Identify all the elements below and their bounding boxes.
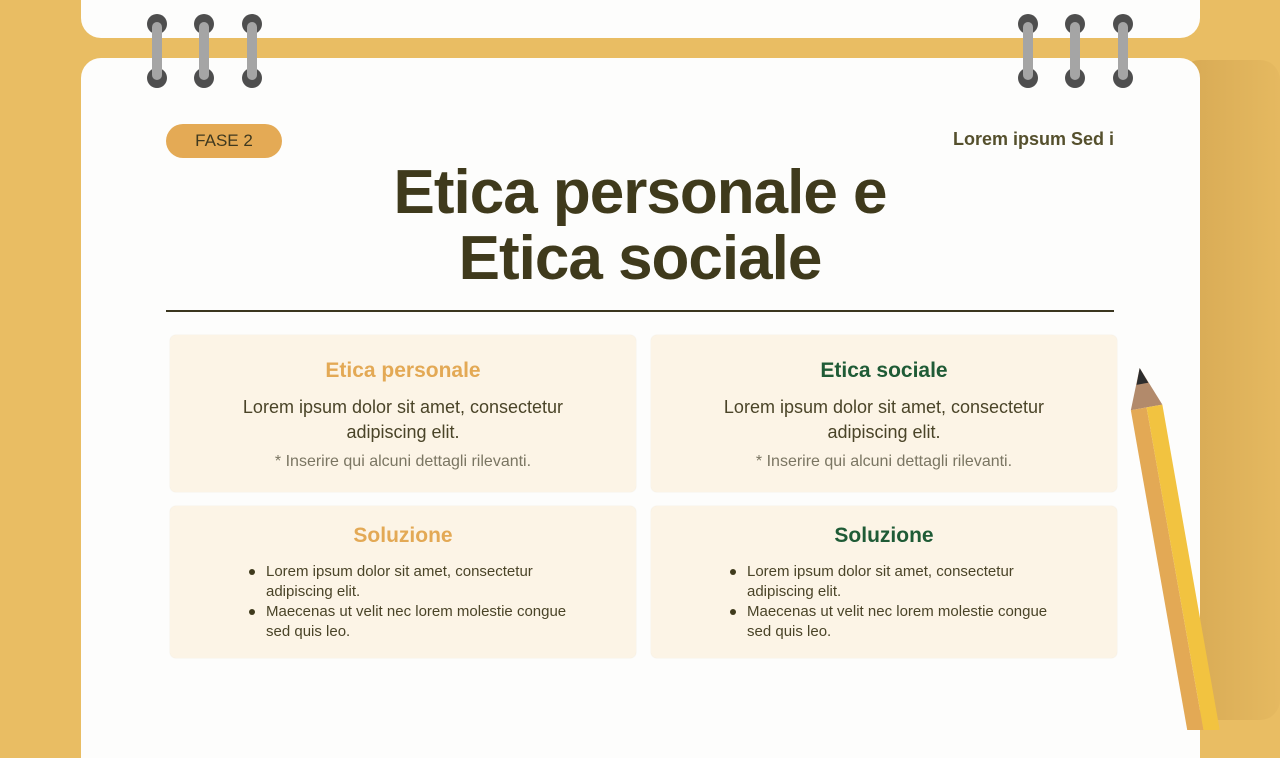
card-body: Lorem ipsum dolor sit amet, consectetur adipiscing elit. (723, 397, 1045, 442)
card-heading: Etica sociale (820, 359, 948, 382)
binder-ring-icon (242, 14, 262, 88)
card-note: * Inserire qui alcuni dettagli rilevanti. (274, 453, 532, 470)
card-note: * Inserire qui alcuni dettagli rilevanti. (755, 453, 1013, 470)
card-heading: Soluzione (834, 524, 934, 547)
phase-badge: FASE 2 (166, 124, 282, 158)
binder-ring-icon (147, 14, 167, 88)
solution-list (248, 562, 578, 642)
title-line-2: Etica sociale (458, 224, 822, 293)
title-line-1: Etica personale e (393, 158, 887, 227)
list-item: Maecenas ut velit nec lorem molestie congue sed quis leo. (248, 602, 578, 642)
binder-ring-icon (194, 14, 214, 88)
card-solution-personal (170, 506, 636, 658)
list-item: Maecenas ut velit nec lorem molestie congue sed quis leo. (729, 602, 1059, 642)
card-body: Lorem ipsum dolor sit amet, consectetur adipiscing elit. (242, 397, 564, 442)
card-heading: Soluzione (353, 524, 453, 547)
binder-ring-icon (1113, 14, 1133, 88)
card-solution-social (651, 506, 1117, 658)
card-personal-ethics (170, 335, 636, 492)
pencil-icon (1120, 360, 1240, 730)
page-title (166, 160, 1114, 292)
list-item: Lorem ipsum dolor sit amet, consectetur adipiscing elit. (248, 562, 578, 602)
card-heading: Etica personale (325, 359, 481, 382)
title-divider (166, 310, 1114, 312)
solution-list (729, 562, 1059, 642)
card-social-ethics (651, 335, 1117, 492)
header-caption: Lorem ipsum Sed i (952, 129, 1114, 149)
binder-ring-icon (1018, 14, 1038, 88)
list-item: Lorem ipsum dolor sit amet, consectetur adipiscing elit. (729, 562, 1059, 602)
binder-ring-icon (1065, 14, 1085, 88)
